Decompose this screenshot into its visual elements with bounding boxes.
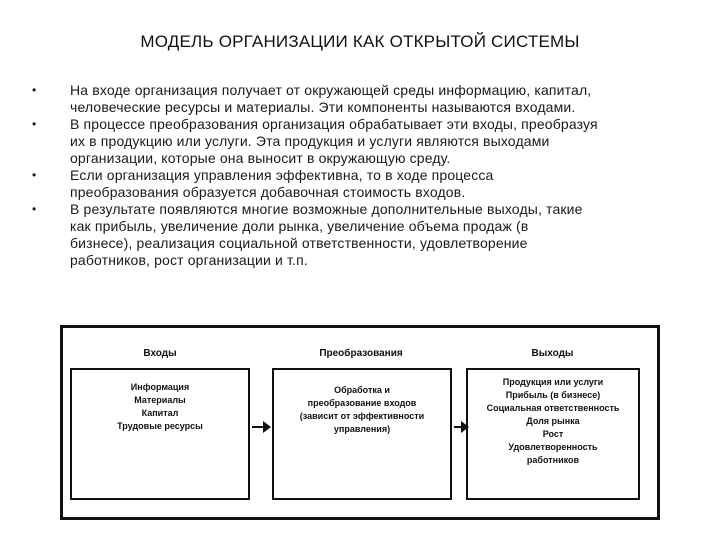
- outputs-box: [466, 368, 640, 500]
- transform-to-outputs-arrow-icon: [454, 426, 462, 428]
- bullet-line: их в продукцию или услуги. Эта продукция и услуги являются выходами: [70, 133, 550, 149]
- transform-header: Преобразования: [319, 348, 403, 359]
- inputs-box: [70, 368, 250, 500]
- transform-item: Обработка и: [334, 385, 390, 395]
- bullet-item: [30, 201, 690, 269]
- bullet-line: работников, рост организации и т.п.: [70, 252, 308, 268]
- bullet-line: В результате появляются многие возможные дополнительные выходы, такие: [70, 201, 583, 217]
- bullet-list: [30, 82, 690, 269]
- bullet-line: В процессе преобразования организация обрабатывает эти входы, преобразуя: [70, 116, 598, 132]
- bullet-dot-icon: •: [32, 117, 37, 131]
- outputs-header: Выходы: [531, 348, 574, 359]
- bullet-item: [30, 116, 690, 167]
- outputs-item: Социальная ответственность: [486, 403, 620, 413]
- inputs-item: Информация: [130, 382, 190, 392]
- bullet-line: как прибыль, увеличение доли рынка, увеличение объема продаж (в: [70, 218, 529, 234]
- outputs-item: Прибыль (в бизнесе): [505, 390, 601, 400]
- bullet-line: человеческие ресурсы и материалы. Эти компоненты называются входами.: [70, 99, 576, 115]
- transform-box: [272, 368, 452, 500]
- transform-item: (зависит от эффективности: [299, 411, 425, 421]
- inputs-item: Капитал: [141, 408, 179, 418]
- outputs-item: работников: [526, 455, 580, 465]
- bullet-line: бизнесе), реализация социальной ответственности, удовлетворение: [70, 235, 528, 251]
- bullet-line: На входе организация получает от окружающей среды информацию, капитал,: [70, 82, 592, 98]
- outputs-item: Доля рынка: [526, 416, 580, 426]
- inputs-to-transform-arrow-icon: [252, 426, 264, 428]
- bullet-item: [30, 167, 690, 201]
- transform-item: управления): [333, 424, 391, 434]
- inputs-item: Трудовые ресурсы: [117, 421, 203, 431]
- outputs-item: Рост: [542, 429, 564, 439]
- bullet-dot-icon: •: [32, 83, 37, 97]
- bullet-line: преобразования образуется добавочная стоимость входов.: [70, 184, 466, 200]
- bullet-dot-icon: •: [32, 202, 37, 216]
- outputs-item: Продукция или услуги: [502, 377, 604, 387]
- bullet-dot-icon: •: [32, 168, 37, 182]
- page-title: МОДЕЛЬ ОРГАНИЗАЦИИ КАК ОТКРЫТОЙ СИСТЕМЫ: [140, 32, 580, 51]
- bullet-line: организации, которые она выносит в окружающую среду.: [70, 150, 451, 166]
- bullet-line: Если организация управления эффективна, то в ходе процесса: [70, 167, 494, 183]
- inputs-header: Входы: [143, 348, 177, 359]
- bullet-item: [30, 82, 690, 116]
- outputs-item: Удовлетворенность: [508, 442, 598, 452]
- inputs-item: Материалы: [134, 395, 186, 405]
- transform-item: преобразование входов: [307, 398, 417, 408]
